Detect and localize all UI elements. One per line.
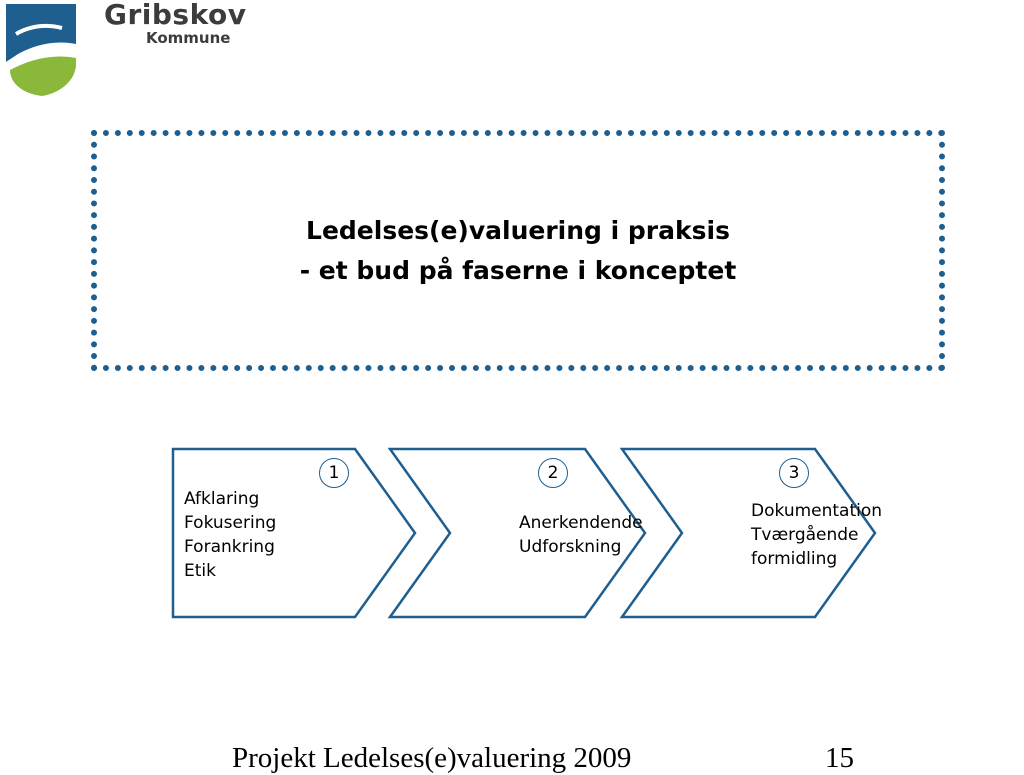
title-line-1: Ledelses(e)valuering i praksis <box>306 215 730 245</box>
slide-title <box>300 211 737 291</box>
phase-3-line: Tværgående <box>751 525 859 545</box>
phase-1-line: Fokusering <box>184 513 277 533</box>
gribskov-logo <box>6 0 268 96</box>
phase-1-line: Forankring <box>184 537 275 557</box>
phase-number-2: 2 <box>538 458 568 488</box>
phase-1-text <box>184 487 276 583</box>
title-line-2: - et bud på faserne i konceptet <box>299 255 737 285</box>
phase-2-text <box>519 511 643 559</box>
phase-2-line: Anerkendende <box>519 513 643 533</box>
gribskov-emblem-icon <box>6 4 80 96</box>
phase-2-line: Udforskning <box>519 537 622 557</box>
phase-number-1: 1 <box>319 458 349 488</box>
phase-3-text <box>751 499 882 571</box>
phase-1-line: Afklaring <box>184 489 260 509</box>
phase-1-line: Etik <box>184 561 216 581</box>
phase-diagram <box>170 446 900 622</box>
page-number: 15 <box>825 742 854 774</box>
footer-text: Projekt Ledelses(e)valuering 2009 <box>232 742 632 774</box>
logo-subtitle: Kommune <box>146 29 231 47</box>
logo-name: Gribskov <box>104 0 247 31</box>
title-box <box>91 130 945 371</box>
phase-3-line: Dokumentation <box>751 501 883 521</box>
phase-number-3: 3 <box>779 458 809 488</box>
phase-3-line: formidling <box>751 549 838 569</box>
